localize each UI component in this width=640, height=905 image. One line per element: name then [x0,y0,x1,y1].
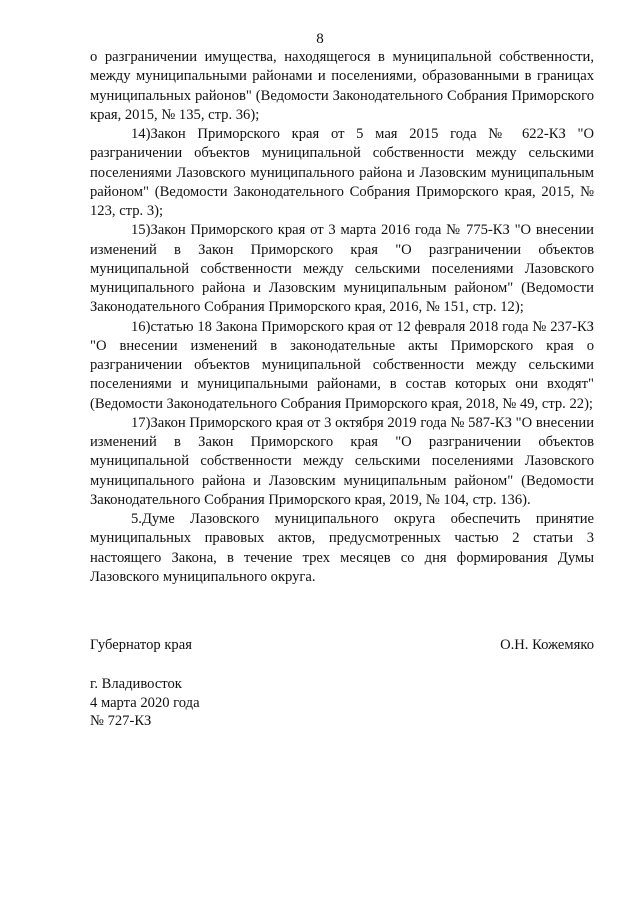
paragraph-article-5: 5.Думе Лазовского муниципального округа обеспечить принятие муниципальных правовых актов, предусмотренных частью 2 статьи 3 настоящего Закона, в течение трех месяцев со дня формирования Думы Лазовского муниципального округа. [90,511,594,585]
paragraph-continuation: о разграничении имущества, находящегося в муниципальной собственности, между муниципальными районами и поселениями, образованными в границах муниципальных районов" (Ведомости Законодательного Собрания Приморского края, 2015, № 135, стр. 36); [90,49,594,123]
signature-block [90,636,594,655]
page-number: 8 [316,31,324,47]
signatory-position: Губернатор края [90,637,192,653]
signatory-name: О.Н. Кожемяко [500,637,594,653]
document-body [90,48,594,587]
paragraph-item-14: 14)Закон Приморского края от 5 мая 2015 года № 622-КЗ "О разграничении объектов муниципальной собственности между сельскими поселениями Лазовского муниципального района и Лазовским муниципальным районом" (Ведомости Законодательного Собрания Приморского края, 2015, № 123, стр. 3); [90,126,594,219]
law-number: № 727-КЗ [90,713,152,729]
signing-date: 4 марта 2020 года [90,694,200,711]
city: г. Владивосток [90,676,182,692]
paragraph-item-17: 17)Закон Приморского края от 3 октября 2019 года № 587-КЗ "О внесении изменений в Закон Приморского края "О разграничении объектов муниципальной собственности между сельскими поселениями Лазовского муниципального района и Лазовским муниципальным районом" (Ведомости Законодательного Собрания Приморского края, 2019, № 104, стр. 136). [90,414,594,508]
paragraph-item-15: 15)Закон Приморского края от 3 марта 2016 года № 775-КЗ "О внесении изменений в Закон Приморского края "О разграничении объектов муниципальной собственности между сельскими поселениями Лазовского муниципального района и Лазовским муниципальным районом" (Ведомости Законодательного Собрания Приморского края, 2016, № 151, стр. 12); [90,222,594,316]
paragraph-item-16: 16)статью 18 Закона Приморского края от 12 февраля 2018 года № 237-КЗ "О внесении изменений в законодательные акты Приморского края о разграничении объектов муниципальной собственности между сельскими поселениями и муниципальными районами, в состав которых они входят" (Ведомости Законодательного Собрания Приморского края, 2018, № 49, стр. 22); [90,318,594,412]
place-date-block [90,675,200,731]
